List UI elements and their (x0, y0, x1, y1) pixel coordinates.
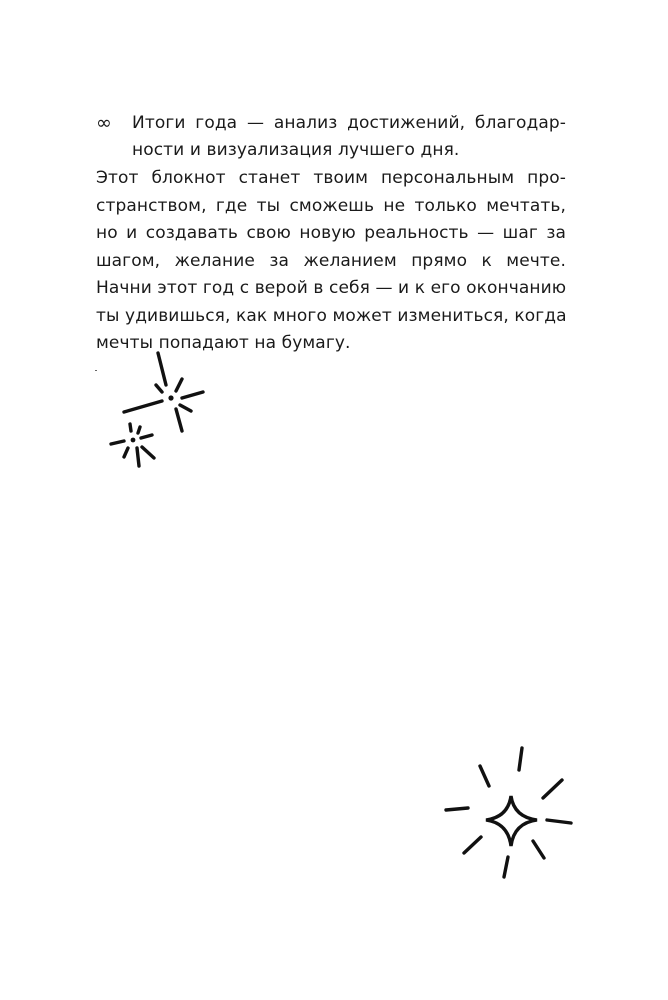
bullet-item (96, 110, 566, 164)
sparkle-star-icon (440, 740, 580, 880)
paragraph-line: мечты попадают на бумагу. (96, 333, 351, 353)
sparkle-burst-icon (100, 345, 210, 475)
paragraph-line: шагом, желание за желанием прямо к мечте. (96, 250, 566, 271)
body-paragraph (96, 165, 566, 358)
paragraph-line: Этот блокнот станет твоим персональным про- (96, 168, 566, 188)
paragraph-line: ты удивишься, как много может измениться, когда (96, 305, 567, 326)
paragraph-line: но и создавать свою новую реальность — шаг за (96, 223, 566, 243)
bullet-line: ности и визуализация лучшего дня. (132, 140, 460, 160)
bullet-text (132, 110, 566, 164)
bullet-line: Итоги года — анализ достижений, благодар- (132, 113, 566, 133)
paragraph-line: Начни этот год с верой в себя — и к его окончанию (96, 278, 567, 298)
paragraph-line: странством, где ты сможешь не только мечтать, (96, 195, 566, 216)
ink-dot (95, 370, 97, 371)
infinity-bullet-icon: ∞ (96, 112, 112, 134)
